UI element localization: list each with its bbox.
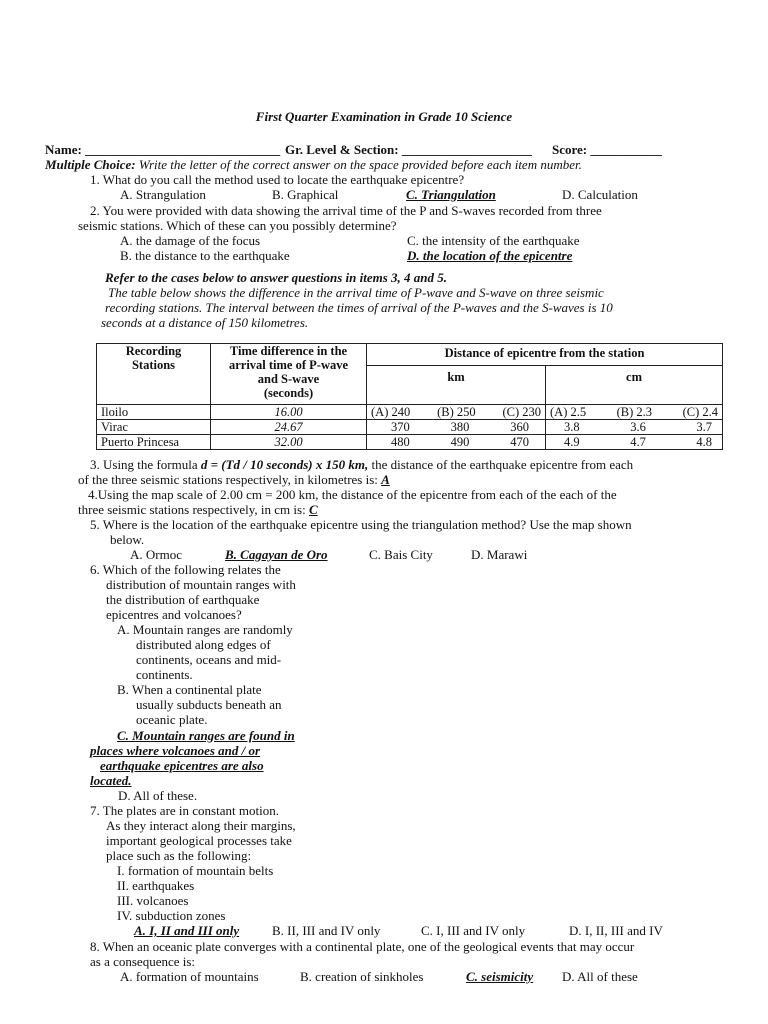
question-4: 4.Using the map scale of 2.00 cm = 200 km, the distance of the epicentre from each of the each of the (88, 487, 617, 502)
q5-choice-d: D. Marawi (471, 547, 528, 562)
q7-item: I. formation of mountain belts (117, 863, 274, 878)
question-2: 2. You were provided with data showing the arrival time of the P and S-waves recorded from three (90, 203, 602, 218)
question-6: 6. Which of the following relates the (90, 562, 281, 577)
cm-value: (B) 2.3 (616, 405, 653, 419)
table-row (97, 405, 723, 420)
q6-choice-b-line: usually subducts beneath an (136, 697, 282, 712)
cm-value: 3.8 (564, 420, 580, 434)
km-value: 360 (510, 420, 529, 434)
q6-choice-a-line: continents, oceans and mid- (136, 652, 282, 667)
q7-choice-a: A. I, II and III only (134, 923, 240, 938)
question-6-line: epicentres and volcanoes? (106, 607, 242, 622)
km-value: (A) 240 (371, 405, 411, 419)
question-7-line: important geological processes take (106, 833, 292, 848)
q7-choice-c: C. I, III and IV only (421, 923, 526, 938)
cm-value: 4.9 (564, 435, 580, 449)
q7-choice-d: D. I, II, III and IV (569, 923, 663, 938)
q1-choice-c: C. Triangulation (406, 187, 496, 202)
q2-choice-a: A. the damage of the focus (120, 233, 261, 248)
q8-choice-b: B. creation of sinkholes (300, 969, 424, 984)
q5-choice-c: C. Bais City (369, 547, 433, 562)
question-6-line: the distribution of earthquake (106, 592, 260, 607)
cm-value: 4.8 (696, 435, 712, 449)
q8-choice-c: C. seismicity (466, 969, 534, 984)
q6-choice-a: A. Mountain ranges are randomly (117, 622, 293, 637)
cm-value: 3.6 (630, 420, 646, 434)
station-name: Iloilo (97, 405, 211, 420)
question-6-line: distribution of mountain ranges with (106, 577, 296, 592)
cases-text-1: The table below shows the difference in the arrival time of P-wave and S-wave on three seismic (108, 285, 604, 300)
question-7-line: place such as the following: (106, 848, 252, 863)
q5-choice-b: B. Cagayan de Oro (225, 547, 328, 562)
q7-item: III. volcanoes (117, 893, 189, 908)
cm-value: (C) 2.4 (682, 405, 718, 419)
cm-value: (A) 2.5 (550, 405, 587, 419)
q8-choice-d: D. All of these (562, 969, 638, 984)
question-5: 5. Where is the location of the earthquake epicentre using the triangulation method? Use the map shown (90, 517, 632, 532)
header-distance: Distance of epicentre from the station (367, 344, 723, 366)
time-value: 24.67 (211, 420, 367, 435)
q6-choice-a-line: distributed along edges of (136, 637, 271, 652)
q2-choice-d: D. the location of the epicentre (407, 248, 573, 263)
q6-choice-c-line: earthquake epicentres are also (100, 758, 264, 773)
km-value: 480 (391, 435, 410, 449)
time-value: 32.00 (211, 435, 367, 450)
station-name: Virac (97, 420, 211, 435)
q5-choice-a: A. Ormoc (130, 547, 182, 562)
instructions (45, 157, 582, 172)
q8-choice-a: A. formation of mountains (120, 969, 259, 984)
km-value: 380 (450, 420, 470, 434)
km-value: 490 (450, 435, 470, 449)
header-stations: Recording Stations (97, 344, 211, 405)
name-field: Name: ______________________________ (45, 142, 281, 157)
time-value: 16.00 (211, 405, 367, 420)
q1-choice-d: D. Calculation (562, 187, 638, 202)
cm-value: 3.7 (696, 420, 712, 434)
km-value: (B) 250 (437, 405, 476, 419)
q6-choice-c-line: places where volcanoes and / or (90, 743, 261, 758)
header-cm: cm (546, 366, 723, 405)
question-8-cont: as a consequence is: (90, 954, 196, 969)
epicentre-table (96, 343, 723, 450)
station-name: Puerto Princesa (97, 435, 211, 450)
km-value: 370 (391, 420, 410, 434)
page-title: First Quarter Examination in Grade 10 Science (255, 109, 513, 124)
q6-choice-c: C. Mountain ranges are found in (117, 728, 295, 743)
q1-choice-a: A. Strangulation (120, 187, 206, 202)
instructions-text: Write the letter of the correct answer on the space provided before each item number. (135, 157, 582, 172)
header-time-difference: Time difference in the arrival time of P-wave and S-wave (seconds) (211, 344, 367, 405)
question-1: 1. What do you call the method used to locate the earthquake epicentre? (90, 172, 465, 187)
km-value: 470 (510, 435, 529, 449)
question-7: 7. The plates are in constant motion. (90, 803, 279, 818)
question-8: 8. When an oceanic plate converges with a continental plate, one of the geological events that may occur (90, 939, 635, 954)
question-3-cont: of the three seismic stations respectively, in kilometres is: A (78, 472, 390, 487)
question-4-cont: three seismic stations respectively, in cm is: C (78, 502, 318, 517)
cm-value: 4.7 (630, 435, 646, 449)
q7-item: II. earthquakes (117, 878, 195, 893)
q7-choice-b: B. II, III and IV only (272, 923, 381, 938)
question-2-cont: seismic stations. Which of these can you possibly determine? (78, 218, 397, 233)
q6-choice-a-line: continents. (136, 667, 193, 682)
q6-choice-c-line: located. (90, 773, 132, 788)
q4-answer: C (308, 502, 318, 517)
q7-item: IV. subduction zones (117, 908, 226, 923)
question-3: 3. Using the formula d = (Td / 10 seconds) x 150 km, the distance of the earthquake epicentre from each (90, 457, 634, 472)
q6-choice-b: B. When a continental plate (117, 682, 262, 697)
level-section-field: Gr. Level & Section: ____________________ (285, 142, 532, 157)
q3-formula: d = (Td / 10 seconds) x 150 km, (200, 457, 369, 472)
q2-choice-c: C. the intensity of the earthquake (407, 233, 580, 248)
table-row (97, 420, 723, 435)
cases-heading: Refer to the cases below to answer questions in items 3, 4 and 5. (105, 270, 447, 285)
table-row (97, 435, 723, 450)
q6-choice-b-line: oceanic plate. (136, 712, 208, 727)
q6-choice-d: D. All of these. (118, 788, 198, 803)
score-field: Score: ___________ (552, 142, 662, 157)
q2-choice-b: B. the distance to the earthquake (120, 248, 290, 263)
q3-answer: A (381, 472, 390, 487)
header-km: km (367, 366, 546, 405)
question-5-cont: below. (110, 532, 145, 547)
instructions-label: Multiple Choice: (45, 157, 136, 172)
km-value: (C) 230 (502, 405, 541, 419)
cases-text-3: seconds at a distance of 150 kilometres. (101, 315, 309, 330)
cases-text-2: recording stations. The interval between the times of arrival of the P-waves and the S-waves is 10 (105, 300, 613, 315)
question-7-line: As they interact along their margins, (106, 818, 296, 833)
q1-choice-b: B. Graphical (272, 187, 339, 202)
